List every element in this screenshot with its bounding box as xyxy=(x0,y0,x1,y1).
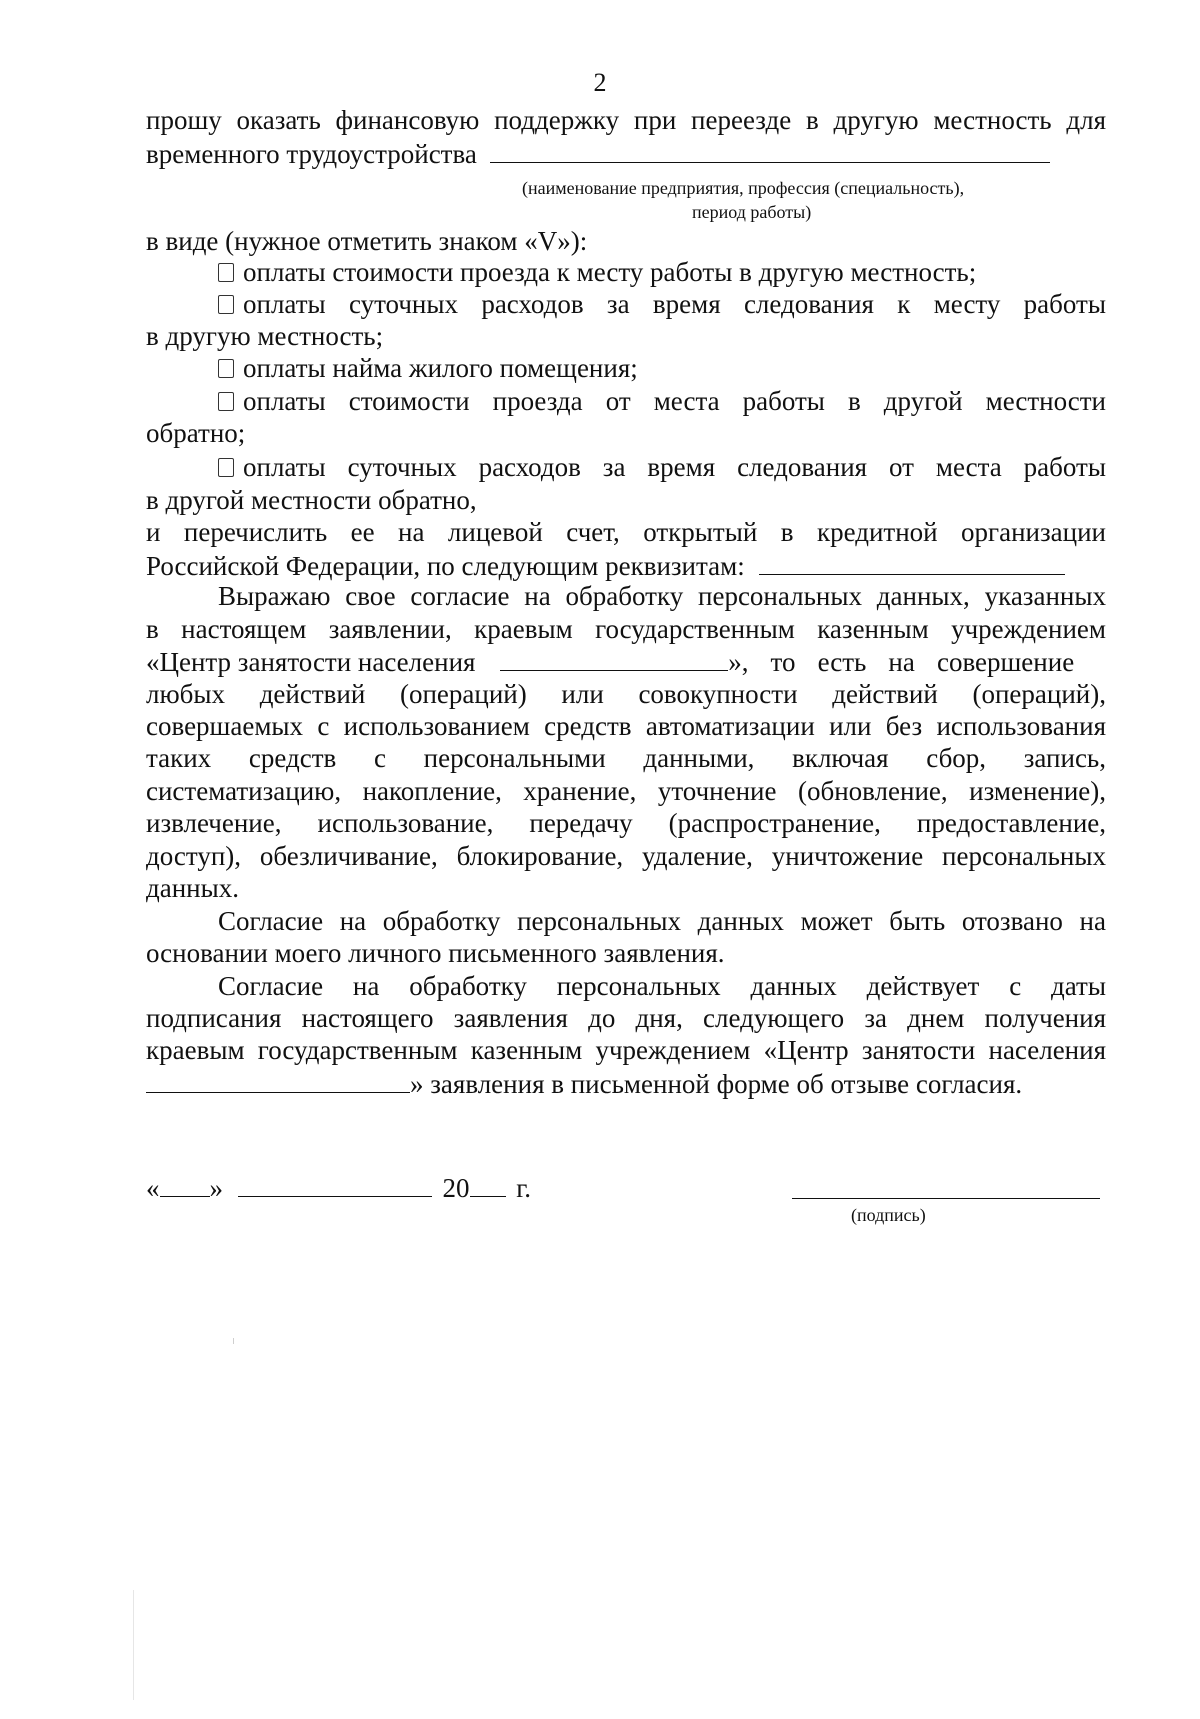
consent-line-3-start: «Центр занятости населения xyxy=(146,647,476,677)
option-2 xyxy=(218,288,1106,320)
transfer-label: Российской Федерации, по следующим реквизитам: xyxy=(146,551,745,581)
employer-field-note-2: период работы) xyxy=(692,202,812,222)
option-2-cont: в другую местность; xyxy=(146,321,384,351)
consent-line-8: извлечение, использование, передачу (распространение, предоставление, xyxy=(146,808,1106,838)
day-field[interactable] xyxy=(160,1171,210,1197)
option-4-checkbox[interactable] xyxy=(218,392,234,411)
option-5 xyxy=(218,451,1106,483)
signature-field[interactable] xyxy=(792,1198,1100,1199)
year-field[interactable] xyxy=(470,1171,506,1197)
consent-line-4: любых действий (операций) или совокупности действий (операций), xyxy=(146,679,1106,709)
option-4-cont: обратно; xyxy=(146,418,246,448)
option-3-label: оплаты найма жилого помещения; xyxy=(243,353,638,383)
month-field[interactable] xyxy=(238,1171,432,1197)
validity-line-3: краевым государственным казенным учреждением «Центр занятости населения xyxy=(146,1035,1106,1065)
request-label: временного трудоустройства xyxy=(146,139,477,169)
consent-line-6: таких средств с персональными данными, включая сбор, запись, xyxy=(146,743,1106,773)
validity-line-1: Согласие на обработку персональных данных действует с даты xyxy=(218,971,1106,1001)
consent-line-7: систематизацию, накопление, хранение, уточнение (обновление, изменение), xyxy=(146,776,1106,806)
transfer-line-1: и перечислить ее на лицевой счет, открытый в кредитной организации xyxy=(146,517,1106,547)
option-3-checkbox[interactable] xyxy=(218,359,234,378)
employer-field-note-1: (наименование предприятия, профессия (специальность), xyxy=(522,178,965,198)
consent-line-10: данных. xyxy=(146,873,240,903)
revoke-line-2: основании моего личного письменного заявления. xyxy=(146,938,725,968)
page-number: 2 xyxy=(593,68,607,97)
option-5-label: оплаты суточных расходов за время следования от места работы xyxy=(243,452,1106,482)
employment-center-field[interactable] xyxy=(500,645,728,671)
revoke-line-1: Согласие на обработку персональных данных может быть отозвано на xyxy=(218,906,1106,936)
validity-line-4-text: » заявления в письменной форме об отзыве согласия. xyxy=(410,1069,1023,1099)
option-1-label: оплаты стоимости проезда к месту работы в другую местность; xyxy=(243,257,977,287)
consent-line-3-end: », то есть на совершение xyxy=(728,647,1075,677)
bank-details-field[interactable] xyxy=(759,549,1065,575)
year-suffix: г. xyxy=(516,1173,532,1203)
option-1-checkbox[interactable] xyxy=(218,263,234,282)
scan-artifact xyxy=(233,1338,234,1344)
option-1 xyxy=(218,256,1106,288)
validity-line-2: подписания настоящего заявления до дня, следующего за днем получения xyxy=(146,1003,1106,1033)
option-4 xyxy=(218,385,1106,417)
signature-note: (подпись) xyxy=(851,1205,926,1225)
date-row xyxy=(146,1171,1106,1204)
validity-line-4 xyxy=(146,1067,1106,1100)
option-3 xyxy=(218,352,1106,384)
consent-line-2: в настоящем заявлении, краевым государственным казенным учреждением xyxy=(146,614,1106,644)
consent-line-1: Выражаю свое согласие на обработку персональных данных, указанных xyxy=(218,581,1106,611)
transfer-line-2 xyxy=(146,549,1106,582)
employer-field[interactable] xyxy=(490,137,1050,163)
option-4-label: оплаты стоимости проезда от места работы в другой местности xyxy=(243,386,1106,416)
request-line-2 xyxy=(146,137,1106,170)
option-2-checkbox[interactable] xyxy=(218,295,234,314)
consent-line-3 xyxy=(146,645,1106,678)
date-close-quote: » xyxy=(209,1173,223,1203)
date-open-quote: « xyxy=(146,1173,160,1203)
consent-line-5: совершаемых с использованием средств автоматизации или без использования xyxy=(146,711,1106,741)
form-label: в виде (нужное отметить знаком «V»): xyxy=(146,226,588,256)
year-prefix: 20 xyxy=(442,1173,470,1203)
request-line-1: прошу оказать финансовую поддержку при переезде в другую местность для xyxy=(146,105,1106,135)
option-5-checkbox[interactable] xyxy=(218,458,234,477)
consent-line-9: доступ), обезличивание, блокирование, удаление, уничтожение персональных xyxy=(146,841,1106,871)
option-2-label: оплаты суточных расходов за время следования к месту работы xyxy=(243,289,1106,319)
option-5-cont: в другой местности обратно, xyxy=(146,485,477,515)
employment-center-field-2[interactable] xyxy=(146,1067,410,1093)
scan-artifact xyxy=(133,1590,134,1700)
